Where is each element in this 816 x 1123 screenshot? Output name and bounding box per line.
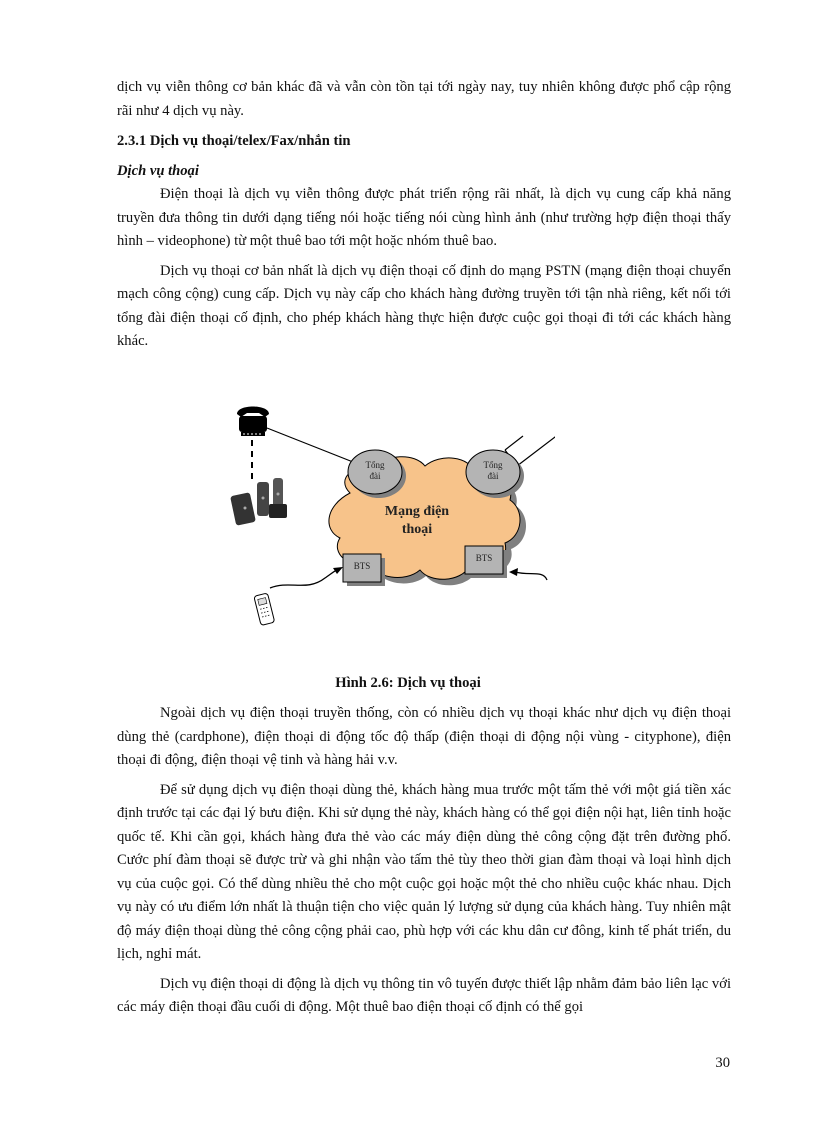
section-heading: 2.3.1 Dịch vụ thoại/telex/Fax/nhắn tin	[117, 133, 351, 149]
radio-link-right-arrow	[509, 568, 518, 576]
bts-left-label: BTS	[353, 561, 371, 571]
radio-link-right	[515, 572, 547, 580]
subsection-heading: Dịch vụ thoại	[117, 162, 199, 179]
paragraph-cardphone: Để sử dụng dịch vụ điện thoại dùng thẻ, khách hàng mua trước một tấm thẻ với một giá tiền xác định trước tại các đại lý bưu điện. Khi sử dụng thẻ này, khách hàng có thể gọi điện nội hạt, liên tỉnh hoặc quốc tế. Khi cần gọi, khách hàng đưa thẻ vào các máy điện dùng thẻ công cộng đặt trên đường phố. Cước phí đàm thoại sẽ được trừ và ghi nhận vào tấm thẻ tùy theo thời gian đàm thoại và loại hình dịch vụ của cuộc gọi. Có thể dùng nhiều thẻ cho một cuộc gọi hoặc một thẻ cho nhiều cuộc khác nhau. Dịch vụ này có ưu điểm lớn nhất là thuận tiện cho việc quản lý lượng sử dụng của khách hàng. Tuy nhiên mật độ máy điện thoại dùng thẻ công cộng phải cao, phù hợp với các khu dân cư đông, kinh tế phát triển, du lịch, nghỉ mát.	[117, 781, 731, 962]
radio-link-left-arrow	[333, 567, 343, 574]
paragraph-mobile: Dịch vụ điện thoại di động là dịch vụ thông tin vô tuyến được thiết lập nhằm đảm bảo liên lạc với các máy điện thoại đầu cuối di động. Một thuê bao điện thoại cố định có thể gọi	[117, 975, 731, 1015]
cloud-label-line2: thoại	[401, 522, 433, 537]
intro-paragraph: dịch vụ viễn thông cơ bản khác đã và vẫn còn tồn tại tới ngày nay, tuy nhiên không được phổ cập rộng rãi như 4 dịch vụ này.	[117, 79, 731, 119]
exchange-left-label-1: Tổng	[365, 460, 385, 470]
mobile-phone-left-icon	[254, 593, 275, 625]
telephone-network-diagram	[225, 398, 555, 638]
paragraph-other-services: Ngoài dịch vụ điện thoại truyền thống, còn có nhiều dịch vụ thoại khác như dịch vụ điện thoại dùng thẻ (cardphone), điện thoại di động tốc độ thấp (điện thoại di động nội vùng - cityphone), điện thoại đi động, điện thoại vệ tinh và hàng hải v.v.	[117, 705, 731, 768]
paragraph-pstn: Dịch vụ thoại cơ bản nhất là dịch vụ điện thoại cố định do mạng PSTN (mạng điện thoại chuyển mạch công cộng) cung cấp. Dịch vụ này cấp cho khách hàng đường truyền tới tận nhà riêng, kết nối tới tổng đài điện thoại cố định, cho phép khách hàng thực hiện được cuộc gọi thoại đi tới các khách hàng khác.	[117, 262, 731, 349]
figure-caption: Hình 2.6: Dịch vụ thoại	[335, 675, 481, 691]
link-right-exchange	[517, 418, 555, 466]
bts-right-label: BTS	[475, 553, 493, 563]
page-number: 30	[715, 1055, 730, 1071]
desk-phone-left-icon	[237, 407, 269, 437]
lower-text	[117, 702, 731, 1020]
link-right-phone	[505, 436, 523, 450]
exchange-right-label-2: đài	[487, 471, 499, 481]
exchange-left-label-2: đài	[369, 471, 381, 481]
exchange-right-label-1: Tổng	[483, 460, 503, 470]
upper-text	[117, 76, 731, 354]
paragraph-voice-intro: Điện thoại là dịch vụ viễn thông được phát triển rộng rãi nhất, là dịch vụ cung cấp khả năng truyền đưa thông tin dưới dạng tiếng nói hoặc tiếng nói cùng hình ảnh (như trường hợp điện thoại thấy hình – videophone) từ một thuê bao tới một hoặc nhóm thuê bao.	[117, 186, 731, 249]
radio-link-left	[270, 568, 341, 588]
cordless-phone-icon	[230, 478, 287, 526]
link-left-phone	[267, 428, 353, 462]
cloud-label-line1: Mạng điện	[384, 504, 450, 519]
